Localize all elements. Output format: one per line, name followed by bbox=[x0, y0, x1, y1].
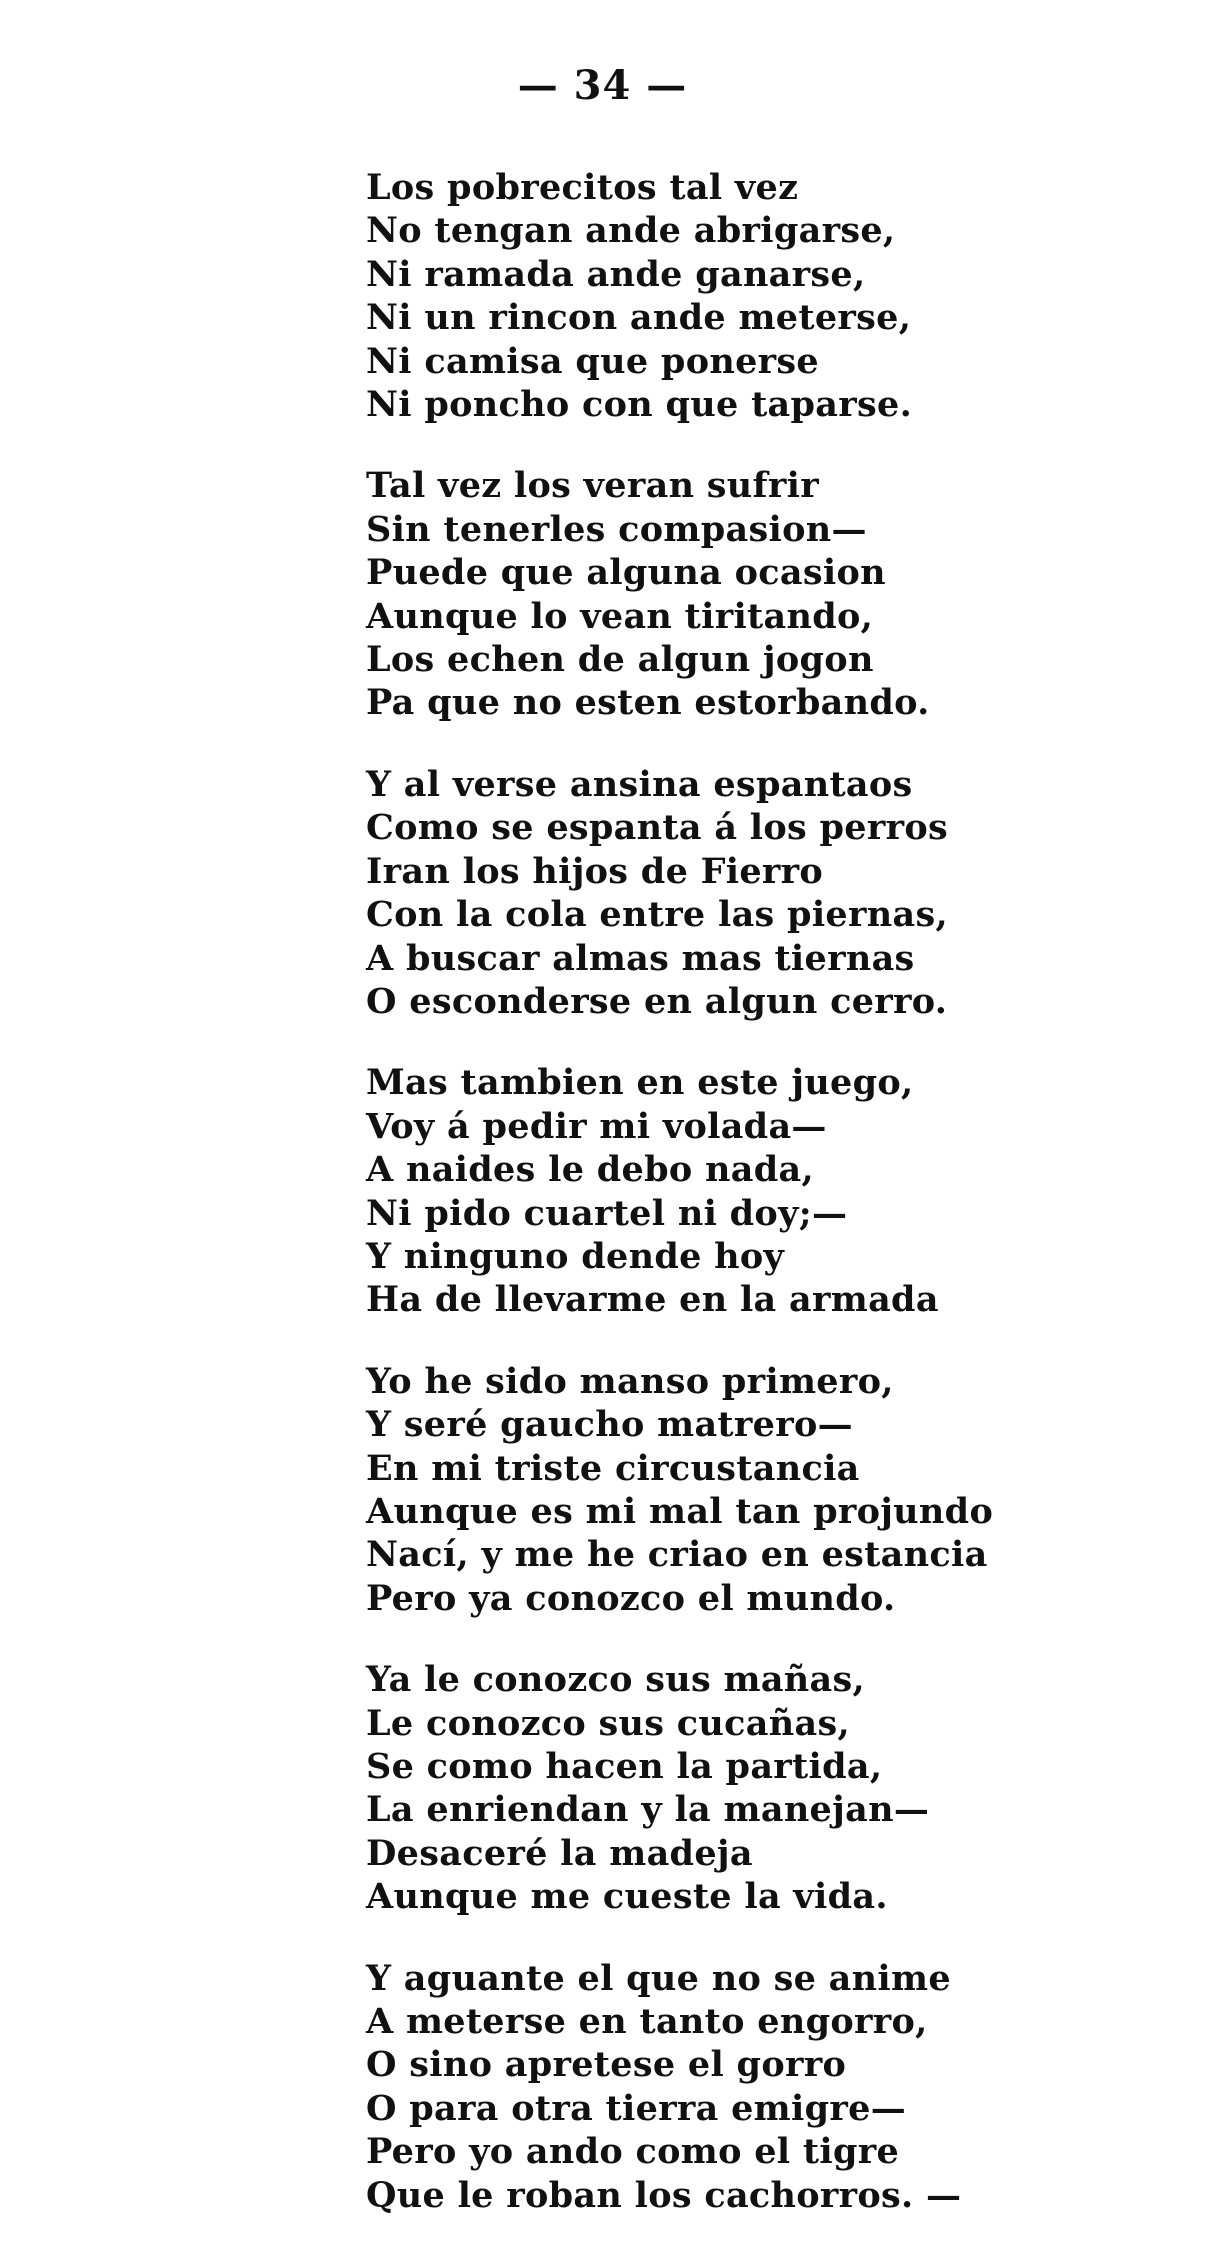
verse-line: Y al verse ansina espantaos bbox=[366, 763, 913, 805]
verse-line: Se como hacen la partida, bbox=[366, 1746, 883, 1787]
verse-line: Yo he sido manso primero, bbox=[366, 1360, 894, 1402]
stanza-4 bbox=[366, 1061, 1166, 1321]
verse-line: Pero ya conozco el mundo. bbox=[366, 1577, 896, 1619]
verse-line: Desaceré la madeja bbox=[366, 1832, 753, 1874]
verse-line: Iran los hijos de Fierro bbox=[366, 850, 824, 892]
verse-line: O sino apretese el gorro bbox=[366, 2044, 847, 2086]
stanza-2 bbox=[366, 464, 1166, 724]
verse-line: Y seré gaucho matrero— bbox=[366, 1404, 853, 1446]
verse-line: Y aguante el que no se anime bbox=[366, 1957, 951, 1999]
stanza-5 bbox=[366, 1360, 1166, 1620]
verse-line: Ni poncho con que taparse. bbox=[366, 384, 913, 426]
verse-line: No tengan ande abrigarse, bbox=[366, 210, 896, 252]
verse-line: Nací, y me he criao en estancia bbox=[366, 1534, 988, 1576]
poem bbox=[366, 166, 1166, 2255]
verse-line: Los echen de algun jogon bbox=[366, 639, 874, 681]
verse-line: Ya le conozco sus mañas, bbox=[366, 1659, 866, 1701]
verse-line: Aunque es mi mal tan projundo bbox=[366, 1490, 994, 1532]
verse-line: La enriendan y la manejan— bbox=[366, 1789, 930, 1831]
verse-line: Pa que no esten estorbando. bbox=[366, 682, 930, 724]
verse-line: A buscar almas mas tiernas bbox=[366, 937, 915, 979]
verse-line: Aunque lo vean tiritando, bbox=[366, 595, 874, 637]
verse-line: Mas tambien en este juego, bbox=[366, 1062, 914, 1104]
stanza-6 bbox=[366, 1658, 1166, 1918]
verse-line: Sin tenerles compasion— bbox=[366, 508, 867, 550]
verse-line: Que le roban los cachorros. — bbox=[366, 2174, 962, 2216]
verse-line: A naides le debo nada, bbox=[366, 1149, 814, 1191]
verse-line: Aunque me cueste la vida. bbox=[366, 1876, 888, 1918]
verse-line: Voy á pedir mi volada— bbox=[366, 1105, 827, 1147]
verse-line: Ni ramada ande ganarse, bbox=[366, 253, 866, 295]
verse-line: Ni camisa que ponerse bbox=[366, 340, 819, 382]
stanza-3 bbox=[366, 763, 1166, 1023]
verse-line: En mi triste circustancia bbox=[366, 1447, 860, 1489]
stanza-7 bbox=[366, 1957, 1166, 2217]
verse-line: Puede que alguna ocasion bbox=[366, 552, 886, 594]
verse-line: Con la cola entre las piernas, bbox=[366, 894, 948, 936]
verse-line: O esconderse en algun cerro. bbox=[366, 980, 948, 1022]
stanza-1 bbox=[366, 166, 1166, 426]
verse-line: Los pobrecitos tal vez bbox=[366, 167, 799, 208]
page-number: — 34 — bbox=[517, 62, 688, 109]
verse-line: A meterse en tanto engorro, bbox=[366, 2001, 928, 2043]
verse-line: Como se espanta á los perros bbox=[366, 807, 948, 849]
verse-line: Y ninguno dende hoy bbox=[366, 1235, 785, 1277]
verse-line: Ni pido cuartel ni doy;— bbox=[366, 1192, 848, 1234]
verse-line: Le conozco sus cucañas, bbox=[366, 1702, 850, 1744]
verse-line: O para otra tierra emigre— bbox=[366, 2087, 906, 2129]
verse-line: Pero yo ando como el tigre bbox=[366, 2131, 900, 2173]
verse-line: Tal vez los veran sufrir bbox=[366, 465, 819, 507]
verse-line: Ha de llevarme en la armada bbox=[366, 1279, 939, 1321]
verse-line: Ni un rincon ande meterse, bbox=[366, 297, 912, 339]
